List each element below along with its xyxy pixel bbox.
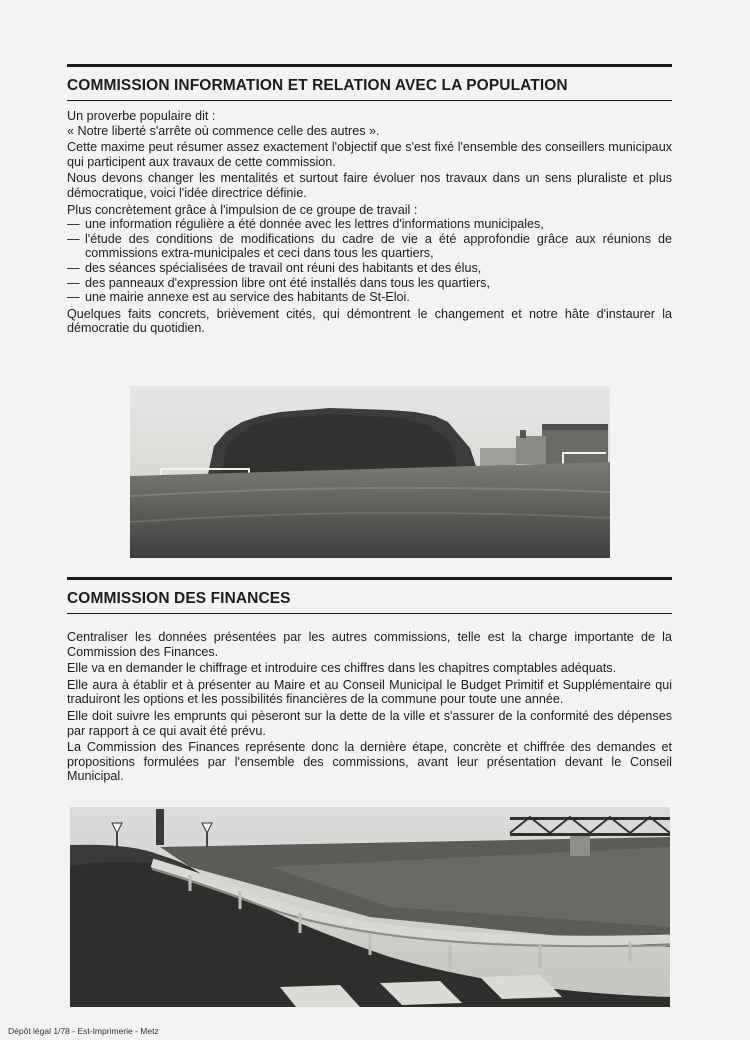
list-item: — des séances spécialisées de travail ont réuni des habitants et des élus,: [67, 260, 482, 275]
dash-mark: —: [67, 231, 80, 246]
list-item: — une mairie annexe est au service des habitants de St-Eloi.: [67, 290, 410, 305]
section-body: [67, 630, 672, 784]
section-title: COMMISSION INFORMATION ET RELATION AVEC LA POPULATION: [67, 67, 672, 101]
section-finances: [67, 577, 672, 786]
photo-field: [130, 386, 610, 558]
list-item: — des panneaux d'expression libre ont été installés dans tous les quartiers,: [67, 275, 490, 290]
section-title: COMMISSION DES FINANCES: [67, 580, 672, 614]
footer-legal: Dépôt légal 1/78 - Est-Imprimerie - Metz: [8, 1026, 159, 1036]
paragraph: Plus concrètement grâce à l'impulsion de ce groupe de travail :: [67, 202, 418, 217]
field-image: [130, 386, 610, 558]
paragraph: La Commission des Finances représente donc la dernière étape, concrète et chiffrée des demandes et propositions formulées par l'ensemble des commissions, avant leur présentation devant le Conseil Municipal.: [67, 740, 672, 784]
paragraph: Centraliser les données présentées par les autres commissions, telle est la charge importante de la Commission des Finances.: [67, 630, 672, 659]
dash-mark: —: [67, 217, 80, 232]
dash-mark: —: [67, 275, 80, 290]
photo-road: [70, 807, 670, 1007]
section-information: [67, 64, 672, 338]
section-body: [67, 109, 672, 336]
paragraph: Quelques faits concrets, brièvement cités, qui démontrent le changement et notre hâte d'instaurer la démocratie du quotidien.: [67, 306, 672, 336]
paragraph: Nous devons changer les mentalités et surtout faire évoluer nos travaux dans un sens pluraliste et plus démocratique, voici l'idée directrice définie.: [67, 171, 672, 200]
paragraph: Un proverbe populaire dit :: [67, 109, 216, 123]
list-item: — l'étude des conditions de modifications du cadre de vie a été approfondie grâce aux réunions de commissions extra-municipales et ceci dans tous les quartiers,: [67, 231, 672, 261]
paragraph: Elle doit suivre les emprunts qui pèseront sur la dette de la ville et s'assurer de la conformité des dépenses par rapport à ce qui avait été prévu.: [67, 708, 672, 738]
dash-mark: —: [67, 260, 80, 275]
paragraph: Cette maxime peut résumer assez exactement l'objectif que s'est fixé l'ensemble des conseillers municipaux qui participent aux travaux de cette commission.: [67, 140, 672, 169]
road-image: [70, 807, 670, 1007]
list-item: — une information régulière a été donnée avec les lettres d'informations municipales,: [67, 217, 544, 232]
dash-mark: —: [67, 290, 80, 305]
paragraph: « Notre liberté s'arrête où commence celle des autres ».: [67, 123, 380, 138]
paragraph: Elle va en demander le chiffrage et introduire ces chiffres dans les chapitres comptables adéquats.: [67, 661, 617, 676]
paragraph: Elle aura à établir et à présenter au Maire et au Conseil Municipal le Budget Primitif et Supplémentaire qui traduiront les options et les possibilités financières de la commune pour toute une année.: [67, 677, 672, 707]
